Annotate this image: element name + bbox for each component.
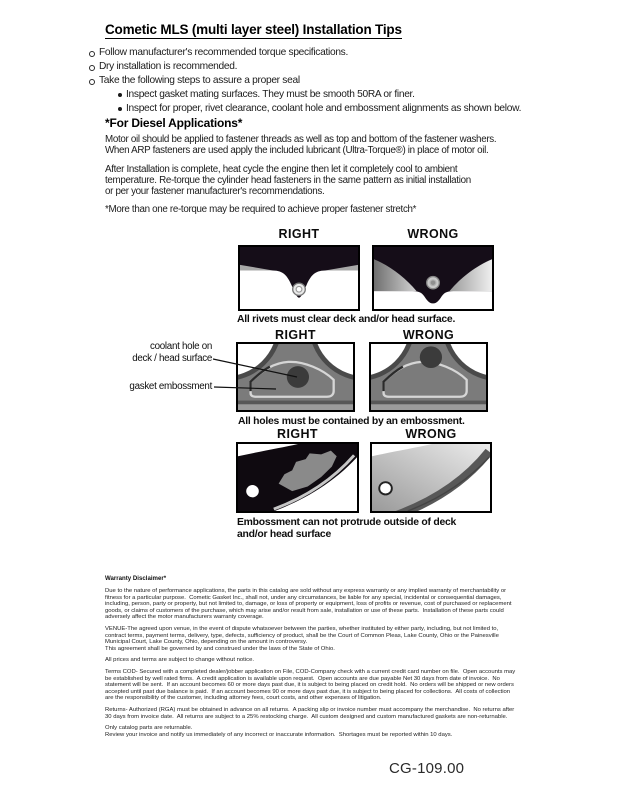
legal-paragraph: Terms COD- Secured with a completed dealer/jobber application on File, COD-Company check with a current credit card number on file. Open accounts may be established by well rated firms. A credit application is available upon request. Open accounts are due payable Net 30 days from date of invoice. No statement will be sent. If an account becomes 60 or more days past due, it is subject to being placed on credit hold. No orders will be shipped or new orders accepted until past due balance is paid. If an account becomes 90 or more days past due, it is subject to being placed for collections. All costs of collection are the responsibility of the customer, including attorney fees, court costs, and other expenses of litigation. [105, 668, 516, 702]
bullet-ring-icon [89, 79, 95, 85]
wrong-label: WRONG [405, 427, 457, 441]
bullet-item [89, 46, 521, 60]
bullet-text: Inspect gasket mating surfaces. They must be smooth 50RA or finer. [126, 89, 415, 100]
wrong-label: WRONG [402, 328, 455, 342]
bullet-ring-icon [89, 65, 95, 71]
right-label: RIGHT [278, 227, 320, 241]
rivet-clearance-right-diagram [240, 247, 358, 309]
rivet-caption: All rivets must clear deck and/or head surface. [237, 314, 456, 325]
tips-bullet-list [89, 46, 521, 116]
bullet-item [118, 88, 521, 102]
rivet-clearance-wrong-diagram [374, 247, 492, 309]
annotation-coolant-hole-label: coolant hole on deck / head surface [132, 341, 212, 364]
bullet-dot-icon [118, 107, 122, 111]
embossment-right-diagram [238, 344, 353, 410]
diesel-heading: *For Diesel Applications* [105, 116, 243, 130]
legal-section [105, 575, 575, 743]
diesel-paragraph-1: Motor oil should be applied to fastener threads as well as top and bottom of the fastener washers. When ARP fasteners are used apply the included lubricant (Ultra-Torque®) in place of motor oil. [105, 134, 497, 156]
embossment-caption: All holes must be contained by an embossment. [238, 416, 465, 427]
protrusion-wrong-panel [370, 442, 492, 513]
embossment-wrong-panel [369, 342, 488, 412]
protrusion-right-diagram [238, 444, 357, 511]
protrusion-right-panel [236, 442, 359, 513]
legal-heading: Warranty Disclaimer* [105, 575, 167, 582]
embossment-right-panel [236, 342, 355, 412]
legal-paragraph: Only catalog parts are returnable. Review your invoice and notify us immediately of any incorrect or inaccurate information. Shortages must be reported within 10 days. [105, 725, 453, 738]
protrusion-caption: Embossment can not protrude outside of deck and/or head surface [237, 517, 457, 540]
legal-paragraph: Due to the nature of performance applications, the parts in this catalog are sold without any express warranty or any implied warranty of merchantability or fitness for a particular purpose. Cometic Gasket Inc., shall not, under any circumstances, be liable for any special, incidental or consequential damages, including, person, party or property, but not limited to, damage, or loss of property or equipment, loss of profits or revenue, cost of purchased or replacement goods, or claims of customers of the purchase, which may arise and/or result from sale, installation or use of these parts. Installation of these parts could adversely affect the motor manufacturers warranty coverage. [105, 588, 512, 621]
bullet-dot-icon [118, 93, 122, 97]
diesel-paragraph-2: After Installation is complete, heat cycle the engine then let it completely cool to ambient temperature. Re-torque the cylinder head fasteners in the same pattern as initial installation or per your fastener manufacturer's recommendations. [105, 164, 471, 197]
legal-paragraph: All prices and terms are subject to change without notice. [105, 657, 254, 664]
bullet-item [89, 60, 521, 74]
bullet-text: Follow manufacturer's recommended torque specifications. [99, 47, 349, 58]
rivet-right-panel [238, 245, 360, 311]
legal-paragraph: Returns- Authorized (RGA) must be obtained in advance on all returns. A packing slip or invoice number must accompany the merchandise. No returns after 30 days from invoice date. All returns are subject to a 25% restocking charge. All custom designed and custom manufactured gaskets are non-returnable. [105, 706, 515, 720]
bullet-text: Inspect for proper, rivet clearance, coolant hole and embossment alignments as shown below. [126, 103, 522, 114]
retorque-note: *More than one re-torque may be required to achieve proper fastener stretch* [105, 204, 417, 215]
right-label: RIGHT [275, 328, 316, 342]
rivet-wrong-panel [372, 245, 494, 311]
bullet-ring-icon [89, 51, 95, 57]
bullet-text: Take the following steps to assure a proper seal [99, 75, 300, 86]
annotation-gasket-embossment-label: gasket embossment [129, 381, 212, 392]
bullet-text: Dry installation is recommended. [99, 61, 238, 72]
right-label: RIGHT [277, 427, 318, 441]
protrusion-wrong-diagram [372, 444, 490, 511]
bullet-item [118, 102, 521, 116]
page-number: CG-109.00 [389, 760, 465, 777]
page-title: Cometic MLS (multi layer steel) Installation Tips [105, 22, 402, 37]
embossment-wrong-diagram [371, 344, 486, 410]
wrong-label: WRONG [407, 227, 459, 241]
legal-paragraph: VENUE-The agreed upon venue, in the event of dispute whatsoever between the parties, whether instituted by either party, including, but not limited to, contract terms, payment terms, delivery, type, defects, sufficiency of product, shall be the Court of Common Pleas, Lake County, Ohio or the Painesville Municipal Court, Lake County, Ohio, depending on the amount in controversy. This agreement shall be governed by and construed under the laws of the State of Ohio. [105, 625, 499, 652]
bullet-item [89, 74, 521, 88]
